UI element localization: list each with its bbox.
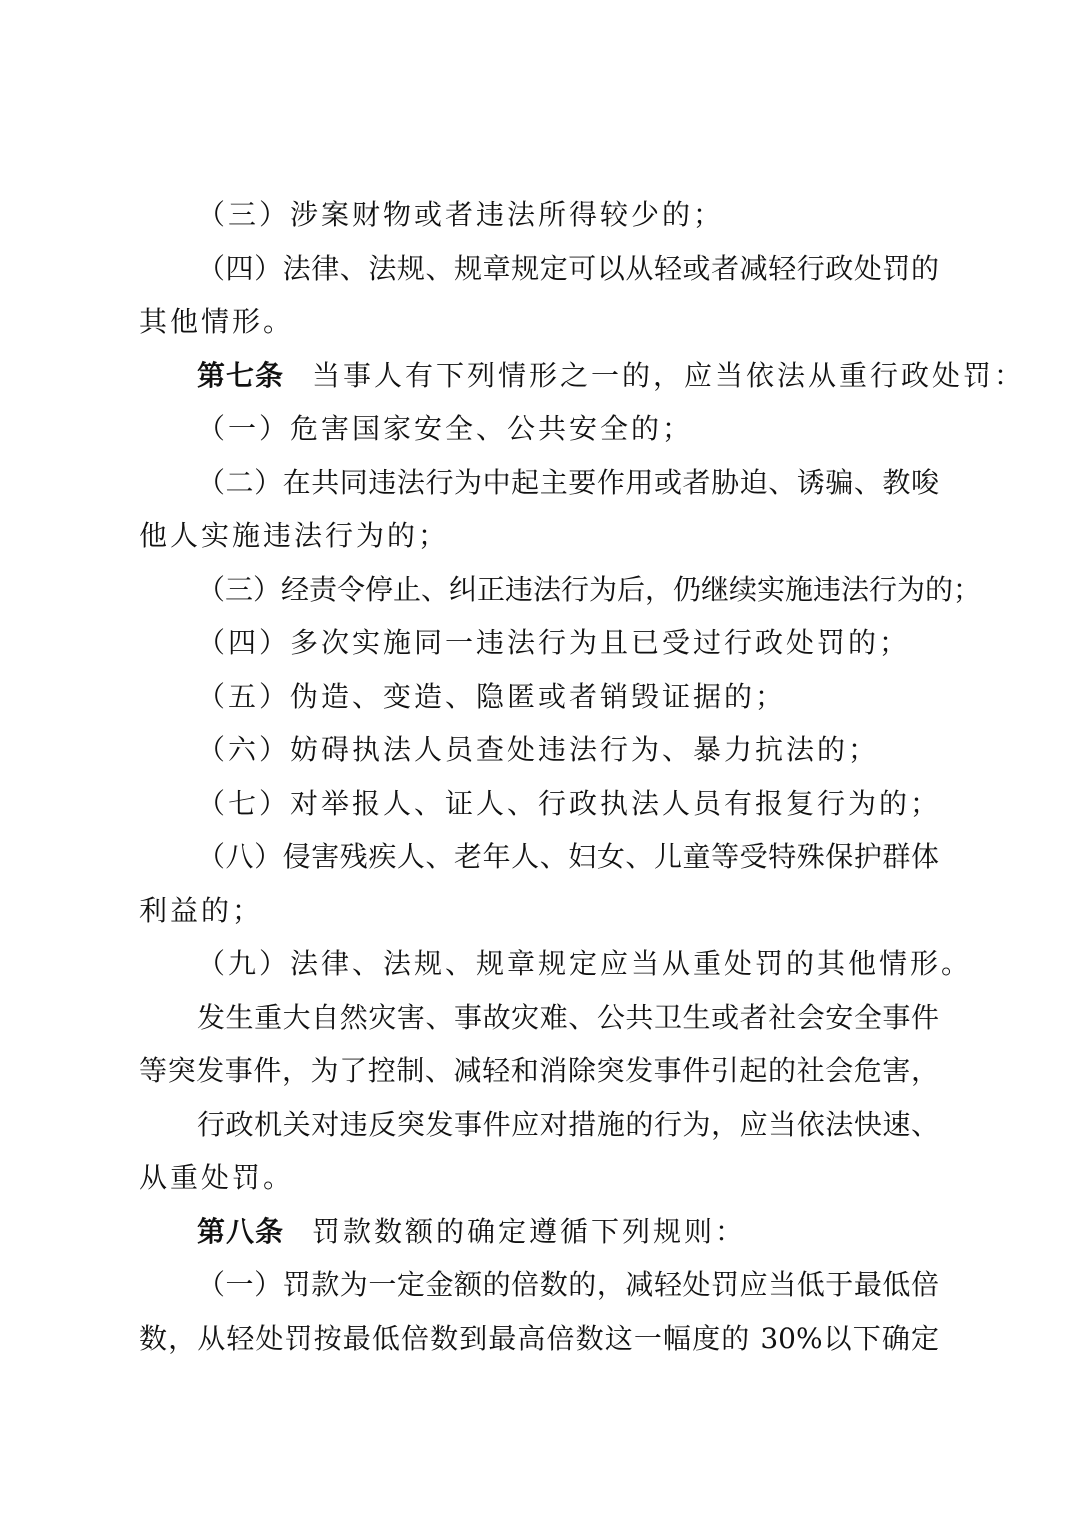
item-line: （一）罚款为一定金额的倍数的，减轻处罚应当低于最低倍	[197, 1268, 939, 1301]
item-line: （八）侵害残疾人、老年人、妇女、儿童等受特殊保护群体	[197, 840, 939, 873]
paragraph-line: 行政机关对违反突发事件应对措施的行为，应当依法快速、	[197, 1107, 939, 1141]
item-line: （二）在共同违法行为中起主要作用或者胁迫、诱骗、教唆	[197, 465, 939, 499]
item-line: （七）对举报人、证人、行政执法人员有报复行为的；	[197, 786, 942, 820]
document-body	[139, 188, 1026, 1365]
article-8-title: 第八条	[197, 1214, 285, 1248]
article-7-title: 第七条	[197, 358, 285, 392]
item-continuation-line: 数，从轻处罚按最低倍数到最高倍数这一幅度的 30%以下确定	[139, 1321, 939, 1355]
article-7-heading-line	[139, 349, 1026, 403]
item-line: （三）经责令停止、纠正违法行为后，仍继续实施违法行为的；	[197, 572, 982, 606]
item-line: （九）法律、法规、规章规定应当从重处罚的其他情形。	[197, 947, 973, 980]
article-8-heading-line	[139, 1205, 939, 1259]
paragraph-line: 发生重大自然灾害、事故灾难、公共卫生或者社会安全事件	[197, 1000, 939, 1034]
item-line: （一）危害国家安全、公共安全的；	[197, 412, 694, 445]
paragraph-continuation-line: 等突发事件，为了控制、减轻和消除突发事件引起的社会危害，	[139, 1054, 939, 1087]
paragraph-continuation-line: 从重处罚。	[139, 1161, 295, 1194]
item-line: （五）伪造、变造、隐匿或者销毁证据的；	[197, 679, 787, 713]
item-line: （三）涉案财物或者违法所得较少的；	[197, 198, 725, 231]
article-7-text: 当事人有下列情形之一的，应当依法从重行政处罚：	[312, 358, 1026, 392]
item-line: （六）妨碍执法人员查处违法行为、暴力抗法的；	[197, 733, 880, 766]
item-line: （四）多次实施同一违法行为且已受过行政处罚的；	[197, 626, 911, 659]
item-continuation-line: 其他情形。	[139, 305, 295, 338]
item-continuation-line: 利益的；	[139, 893, 264, 927]
article-8-text: 罚款数额的确定遵循下列规则：	[312, 1214, 747, 1248]
item-continuation-line: 他人实施违法行为的；	[139, 519, 450, 552]
item-line: （四）法律、法规、规章规定可以从轻或者减轻行政处罚的	[197, 251, 939, 285]
